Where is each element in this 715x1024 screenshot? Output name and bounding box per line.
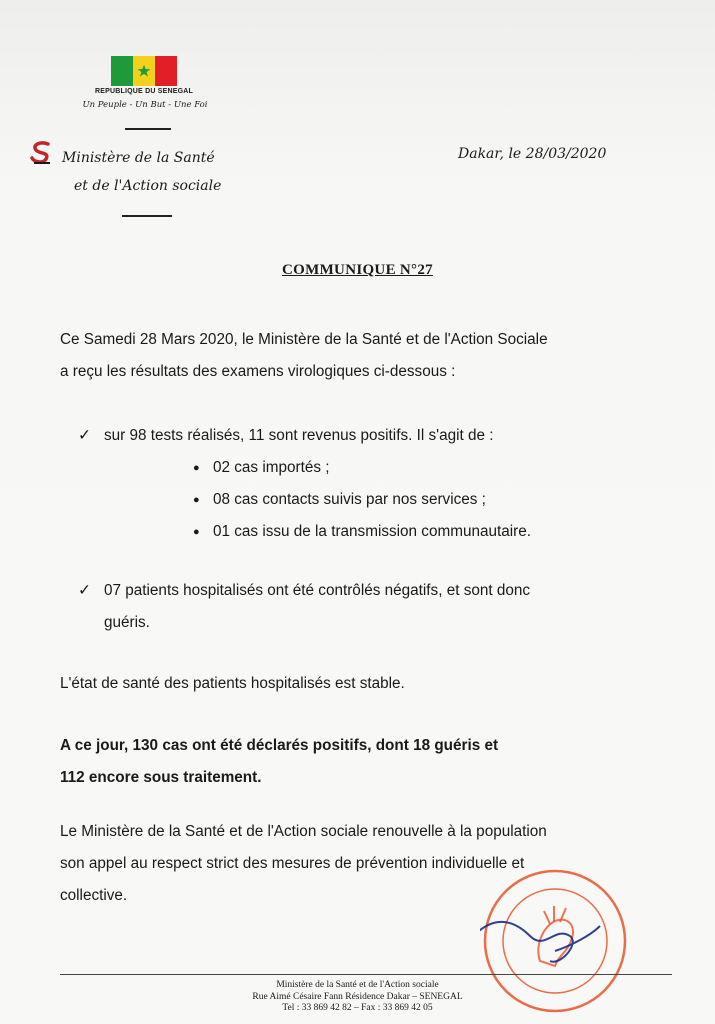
ministry-logo-icon (28, 139, 56, 167)
ministry-name (62, 144, 221, 200)
closing-line-3: collective. (60, 887, 128, 904)
checkmark-icon: ✓ (78, 582, 91, 599)
list-item (193, 516, 531, 548)
closing-line-2: son appel au respect strict des mesures de prévention individuelle et (60, 855, 525, 872)
footer-divider (60, 974, 672, 975)
national-motto: Un Peuple - Un But - Une Foi (82, 100, 208, 110)
footer-line-3: Tel : 33 869 42 82 – Fax : 33 869 42 05 (282, 1003, 433, 1013)
summary-line-2: 112 encore sous traitement. (60, 769, 262, 786)
intro-line-1: Ce Samedi 28 Mars 2020, le Ministère de la Santé et de l'Action Sociale (60, 331, 548, 348)
bullet-text: 02 cas importés ; (213, 459, 330, 476)
bullet-text: 01 cas issu de la transmission communautaire. (213, 523, 531, 540)
star-icon (137, 64, 151, 78)
list-item (193, 484, 531, 516)
cases-bullet-list (193, 452, 531, 548)
bullet-icon: ● (193, 462, 200, 474)
health-state-line: L'état de santé des patients hospitalisés est stable. (60, 675, 405, 692)
checkmark-icon: ✓ (78, 427, 91, 444)
summary-line-1: A ce jour, 130 cas ont été déclarés positifs, dont 18 guéris et (60, 737, 499, 754)
recovered-line-1: 07 patients hospitalisés ont été contrôlés négatifs, et sont donc (104, 582, 531, 599)
bullet-icon: ● (193, 526, 200, 538)
document-date: Dakar, le 28/03/2020 (458, 146, 607, 162)
communique-title-text: COMMUNIQUE N°27 (282, 262, 433, 278)
senegal-flag (111, 56, 177, 86)
ministry-name-line1: Ministère de la Santé (62, 150, 215, 166)
footer-line-2: Rue Aimé Césaire Fann Résidence Dakar – SENEGAL (252, 991, 463, 1002)
recovered-paragraph (104, 575, 674, 639)
ministry-name-line2: et de l'Action sociale (74, 178, 222, 194)
flag-yellow-stripe (133, 56, 155, 86)
header-divider-top (125, 128, 171, 130)
flag-green-stripe (111, 56, 133, 86)
republic-label: REPUBLIQUE DU SENEGAL (95, 88, 193, 95)
communique-title (0, 262, 715, 279)
footer-line-1: Ministère de la Santé et de l'Action sociale (276, 980, 439, 990)
intro-paragraph (60, 324, 670, 388)
bullet-icon: ● (193, 494, 200, 506)
flag-red-stripe (155, 56, 177, 86)
header-divider-bottom (122, 215, 172, 217)
footer-address (0, 980, 715, 1015)
recovered-line-2: guéris. (104, 614, 150, 631)
tests-line: sur 98 tests réalisés, 11 sont revenus positifs. Il s'agit de : (104, 427, 494, 444)
closing-line-1: Le Ministère de la Santé et de l'Action sociale renouvelle à la population (60, 823, 547, 840)
summary-paragraph (60, 730, 670, 794)
intro-line-2: a reçu les résultats des examens virologiques ci-dessous : (60, 363, 456, 380)
list-item (193, 452, 531, 484)
bullet-text: 08 cas contacts suivis par nos services ; (213, 491, 486, 508)
